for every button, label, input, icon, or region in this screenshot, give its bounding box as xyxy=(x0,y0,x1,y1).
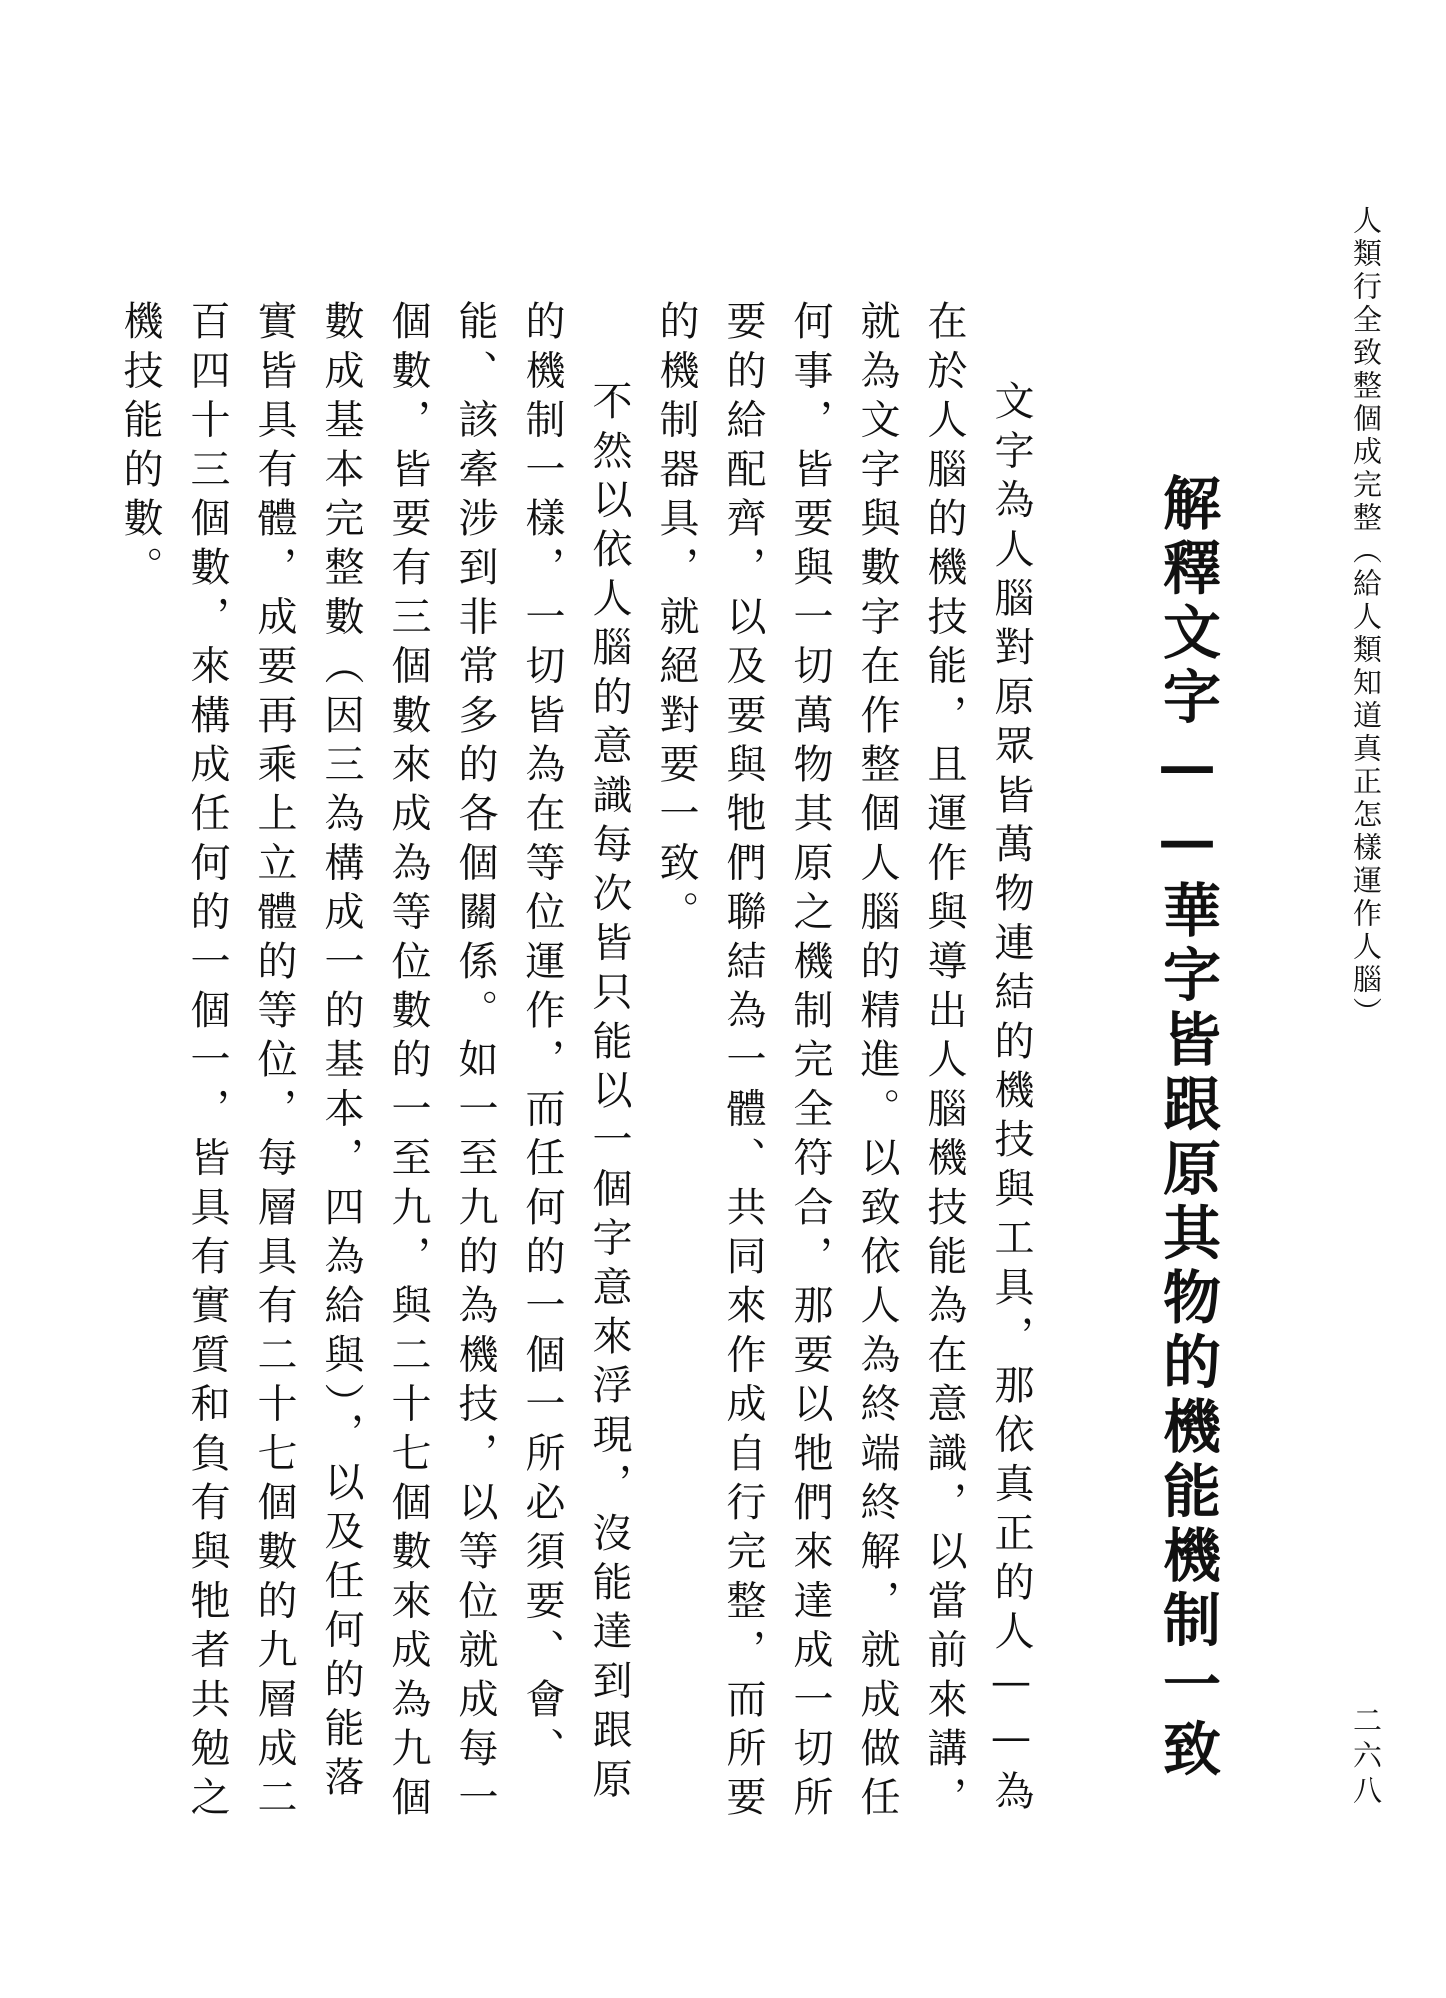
page-number: 二六八 xyxy=(1349,1705,1383,1810)
paragraph-1: 文字為人腦對原眾皆萬物連結的機技與工具，那依真正的人——為在於人腦的機技能，且運作與導出人腦機技能為在意識，以當前來講，就為文字與數字在作整個人腦的精進。以致依人為終端終解，就成做任何事，皆要與一切萬物其原之機制完全符合，那要以牠們來達成一切所要的給配齊，以及要與牠們聯結為一體、共同來作成自行完整，而所要的機制器具，就絕對要一致。 xyxy=(653,300,1034,1826)
chapter-title: 解釋文字——華字皆跟原其物的機能機制一致 xyxy=(1153,473,1221,1783)
body-text xyxy=(117,300,1044,1850)
paragraph-2: 不然以依人腦的意識每次皆只能以一個字意來浮現，沒能達到跟原的機制一樣，一切皆為在等位運作，而任何的一個一所必須要、會、能、該牽涉到非常多的各個關係。如一至九的為機技，以等位就成每一個數，皆要有三個數來成為等位數的一至九，與二十七個數來成為九個數成基本完整數（因三為構成一的基本，四為給與），以及任何的能落實皆具有體，成要再乘上立體的等位，每層具有二十七個數的九層成二百四十三個數，來構成任何的一個一，皆具有實質和負有與牠者共勉之機技能的數。 xyxy=(117,300,632,1826)
running-header: 人類行全致整個成完整（給人類知道真正怎樣運作人腦） xyxy=(1349,205,1383,1030)
